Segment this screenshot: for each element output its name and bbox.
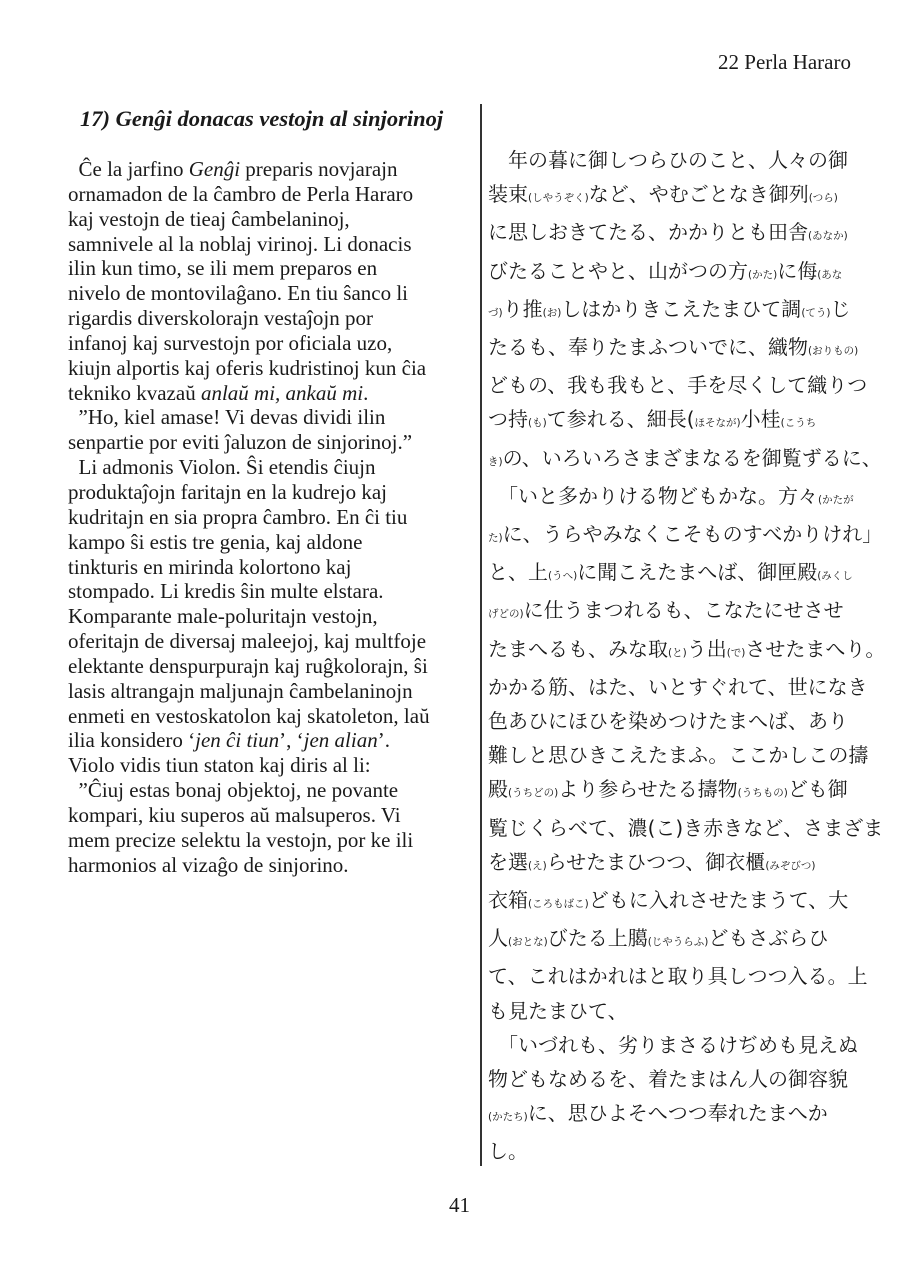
text-segment: し。: [488, 1139, 528, 1164]
text-segment: 物どもなめるを、着たまはん人の御容貌: [488, 1067, 848, 1092]
ruby-reading: づ): [488, 306, 503, 319]
text-line: [488, 921, 868, 959]
text-line: [488, 1028, 868, 1062]
text-segment: たるも、奉りたまふついでに、織物: [488, 335, 808, 360]
text-line: [68, 803, 468, 828]
ruby-reading: (え): [528, 859, 547, 872]
text-segment: samnivele al la noblaj virinoj. Li donacis: [68, 231, 412, 256]
text-line: [68, 356, 468, 381]
text-line: [488, 632, 886, 670]
text-segment: .: [363, 380, 369, 405]
text-line: [68, 679, 468, 704]
text-segment: tekniko kvazaŭ: [68, 380, 201, 405]
text-segment: 装束: [488, 182, 528, 207]
text-line: [488, 811, 884, 845]
text-line: [68, 530, 468, 555]
text-line: [68, 828, 468, 853]
text-segment: て参れる、細長(: [546, 407, 695, 432]
text-segment: り推: [502, 296, 543, 321]
text-segment: 難しと思ひきこえたまふ。ここかしこの擣: [488, 743, 869, 768]
text-segment: 小桂: [740, 407, 781, 432]
text-segment: びたる上臈: [547, 926, 648, 951]
text-segment: どもに入れさせたまうて、大: [588, 888, 849, 913]
ruby-reading: (てう): [801, 306, 831, 319]
text-line: [488, 555, 868, 593]
text-segment: に仕うまつれるも、こなたにせさせ: [523, 598, 844, 623]
ruby-reading: (しやうぞく): [528, 192, 589, 205]
ruby-reading: た): [488, 532, 503, 545]
text-line: [68, 405, 468, 430]
text-segment: preparis novjarajn: [240, 157, 398, 181]
ruby-reading: (お): [542, 306, 562, 319]
text-line: [488, 845, 868, 883]
text-segment: kudritajn en sia propra ĉambro. En ĉi tiu: [68, 504, 408, 529]
text-line: [68, 629, 468, 654]
text-segment: どもさぶらひ: [708, 926, 829, 951]
ruby-reading: (かたち): [488, 1111, 528, 1124]
text-line: [488, 143, 868, 177]
text-segment: う出: [686, 636, 727, 661]
text-line: [488, 994, 868, 1028]
text-line: [488, 215, 868, 253]
text-segment: ども御: [787, 777, 848, 802]
text-line: [488, 517, 883, 555]
ruby-reading: (おりもの): [808, 345, 859, 358]
text-segment: rigardis diverskolorajn vestaĵojn por: [68, 306, 374, 331]
italic-text: Genĝi: [188, 157, 241, 181]
text-segment: に、思ひよそへつつ奉れたまへか: [527, 1101, 828, 1126]
text-line: [68, 306, 468, 331]
text-line: [68, 430, 468, 455]
italic-text: jen alian: [303, 728, 378, 753]
ruby-reading: (みぞびつ): [765, 859, 816, 872]
text-segment: を選: [488, 849, 528, 874]
text-segment: など、やむごとなき御列: [588, 182, 809, 207]
text-segment: senpartie por eviti ĵaluzon de sinjorinoj.”: [68, 430, 413, 455]
text-line: [68, 853, 468, 878]
text-segment: させたまへり。: [745, 636, 886, 661]
text-line: [488, 479, 868, 517]
ruby-reading: き): [488, 455, 503, 468]
text-segment: かかる筋、はた、いとすぐれて、世になき: [488, 674, 868, 699]
text-segment: 「いと多かりける物どもかな。方々: [488, 483, 818, 508]
text-line: [488, 1062, 868, 1096]
ruby-reading: (と): [668, 646, 687, 659]
text-segment: 色あひにほひを染めつけたまへば、あり: [488, 709, 848, 734]
text-line: [488, 1096, 868, 1134]
text-line: [68, 505, 468, 530]
text-segment: elektante denspurpurajn kaj ruĝkolorajn, ŝi: [68, 653, 428, 678]
ruby-reading: (かた): [748, 268, 778, 281]
text-segment: Komparante male-poluritajn vestojn,: [68, 604, 378, 629]
text-segment: ”Ĉiuj estas bonaj objektoj, ne povante: [68, 778, 399, 803]
text-segment: lasis altrangajn maljunajn ĉambelaninojn: [68, 678, 413, 703]
text-segment: kampo ŝi estis tre genia, kaj aldone: [68, 529, 363, 554]
ruby-reading: (ゐなか): [808, 230, 848, 243]
japanese-column: [488, 143, 886, 1169]
ruby-reading: (で): [726, 646, 746, 659]
text-line: [68, 381, 468, 406]
text-segment: しはかりきこえたまひて調: [561, 296, 802, 321]
text-line: [68, 331, 468, 356]
text-segment: ”Ho, kiel amase! Vi devas dividi ilin: [68, 405, 386, 430]
italic-text: anlaŭ mi, ankaŭ mi: [200, 380, 364, 405]
text-line: [488, 441, 882, 479]
text-segment: 「いづれも、劣りまさるけぢめも見えぬ: [488, 1032, 858, 1057]
column-divider: [480, 104, 482, 1166]
text-segment: tinkturis en mirinda kolortono kaj: [68, 554, 352, 579]
text-segment: oferitajn de diversaj maleejoj, kaj multfoje: [68, 629, 427, 654]
text-segment: kiujn alportis kaj oferis kudristinoj kun ĉia: [68, 355, 427, 380]
text-segment: produktaĵojn faritajn en la kudrejo kaj: [68, 479, 387, 504]
text-segment: stompado. Li kredis ŝin multe elstara.: [68, 579, 384, 604]
ruby-reading: (うちどの): [508, 787, 559, 800]
text-segment: より参らせたる擣物: [558, 777, 738, 802]
text-segment: ornamadon de la ĉambro de Perla Hararo: [68, 181, 414, 206]
ruby-reading: (こうち: [780, 417, 817, 430]
text-line: [68, 281, 468, 306]
text-segment: に思しおきてたる、かかりとも田舎: [488, 220, 808, 245]
text-segment: infanoj kaj survestojn por oficiala uzo,: [68, 330, 393, 355]
text-segment: たまへるも、みな取: [488, 636, 668, 661]
ruby-reading: (みくし: [817, 570, 853, 583]
text-segment: enmeti en vestoskatolon kaj skatoleton, laŭ: [68, 703, 430, 728]
text-line: [68, 778, 468, 803]
text-line: [68, 455, 468, 480]
text-segment: に聞こえたまへば、御匣殿: [577, 560, 818, 585]
text-line: [488, 177, 868, 215]
text-line: [68, 579, 468, 604]
text-line: [488, 704, 868, 738]
text-segment: に侮: [777, 258, 818, 283]
text-segment: 年の暮に御しつらひのこと、人々の御: [488, 148, 848, 172]
page-number: 41: [449, 1193, 470, 1217]
ruby-reading: (も): [528, 417, 547, 430]
text-line: [488, 959, 868, 993]
text-line: [68, 728, 468, 753]
text-line: [68, 704, 468, 729]
text-segment: ilin kun timo, se ili mem preparos en: [68, 256, 378, 281]
text-segment: 殿: [488, 777, 508, 802]
ruby-reading: (ころもばこ): [528, 898, 589, 911]
running-header: 22 Perla Hararo: [718, 50, 851, 74]
ruby-reading: (つら): [808, 192, 838, 205]
ruby-reading: (おとな): [508, 936, 548, 949]
text-segment: て、これはかれはと取り具しつつ入る。上: [488, 964, 868, 989]
ruby-reading: (あな: [817, 268, 843, 281]
ruby-reading: (かたが: [818, 493, 854, 506]
text-segment: kaj vestojn de tieaj ĉambelaninoj,: [68, 206, 350, 231]
text-segment: つ持: [488, 407, 528, 432]
text-line: [68, 182, 468, 207]
text-line: [68, 604, 468, 629]
text-segment: 衣箱: [488, 888, 528, 913]
text-line: [68, 555, 468, 580]
text-line: [488, 368, 868, 402]
ruby-reading: (うちもの): [737, 787, 788, 800]
text-line: [488, 670, 868, 704]
text-segment: Violo vidis tiun staton kaj diris al li:: [68, 753, 371, 778]
text-line: [68, 207, 468, 232]
text-segment: ’, ‘: [279, 728, 304, 753]
text-segment: mem precize selektu la vestojn, por ke ili: [68, 827, 414, 852]
text-segment: ilia konsidero ‘: [68, 728, 196, 753]
text-line: [68, 654, 468, 679]
ruby-reading: (じやうらふ): [647, 936, 709, 949]
text-segment: びたることやと、山がつの方: [488, 258, 748, 283]
text-segment: nivelo de montovilaĝano. En tiu ŝanco li: [68, 281, 409, 306]
text-line: [68, 157, 468, 182]
text-line: [488, 292, 868, 330]
text-segment: 人: [488, 926, 508, 951]
ruby-reading: げどの): [488, 608, 524, 621]
text-line: [488, 738, 868, 772]
text-line: [488, 330, 868, 368]
text-segment: の、いろいろさまざまなるを御覧ずるに、: [502, 445, 882, 470]
text-line: [68, 480, 468, 505]
text-line: [68, 232, 468, 257]
text-line: [488, 772, 868, 810]
text-line: [488, 883, 868, 921]
text-line: [68, 753, 468, 778]
text-line: [68, 256, 468, 281]
text-line: [488, 254, 868, 292]
text-line: [488, 593, 868, 631]
text-segment: harmonios al vizaĝo de sinjorino.: [68, 852, 349, 877]
text-line: [488, 1134, 868, 1168]
text-line: [488, 402, 868, 440]
ruby-reading: (うへ): [548, 570, 578, 583]
italic-text: jen ĉi tiun: [195, 728, 280, 753]
text-segment: kompari, kiu superos aŭ malsuperos. Vi: [68, 802, 401, 827]
text-segment: に、うらやみなくこそものすべかりけれ」: [502, 522, 883, 547]
text-segment: どもの、我も我もと、手を尽くして織りつ: [488, 373, 868, 398]
text-segment: ’.: [377, 728, 390, 753]
text-segment: も見たまひて、: [488, 998, 628, 1023]
text-segment: と、上: [488, 560, 548, 585]
chapter-title: 17) Genĝi donacas vestojn al sinjorinoj: [80, 106, 444, 131]
text-segment: 覧じくらべて、濃(こ)き赤きなど、さまざま: [488, 815, 884, 840]
text-segment: らせたまひつつ、御衣櫃: [546, 849, 766, 874]
text-segment: Ĉe la jarfino: [68, 157, 189, 181]
ruby-reading: ほそなが): [694, 417, 741, 430]
text-segment: Li admonis Violon. Ŝi etendis ĉiujn: [68, 455, 376, 480]
text-segment: じ: [830, 296, 851, 321]
esperanto-column: [68, 157, 468, 877]
